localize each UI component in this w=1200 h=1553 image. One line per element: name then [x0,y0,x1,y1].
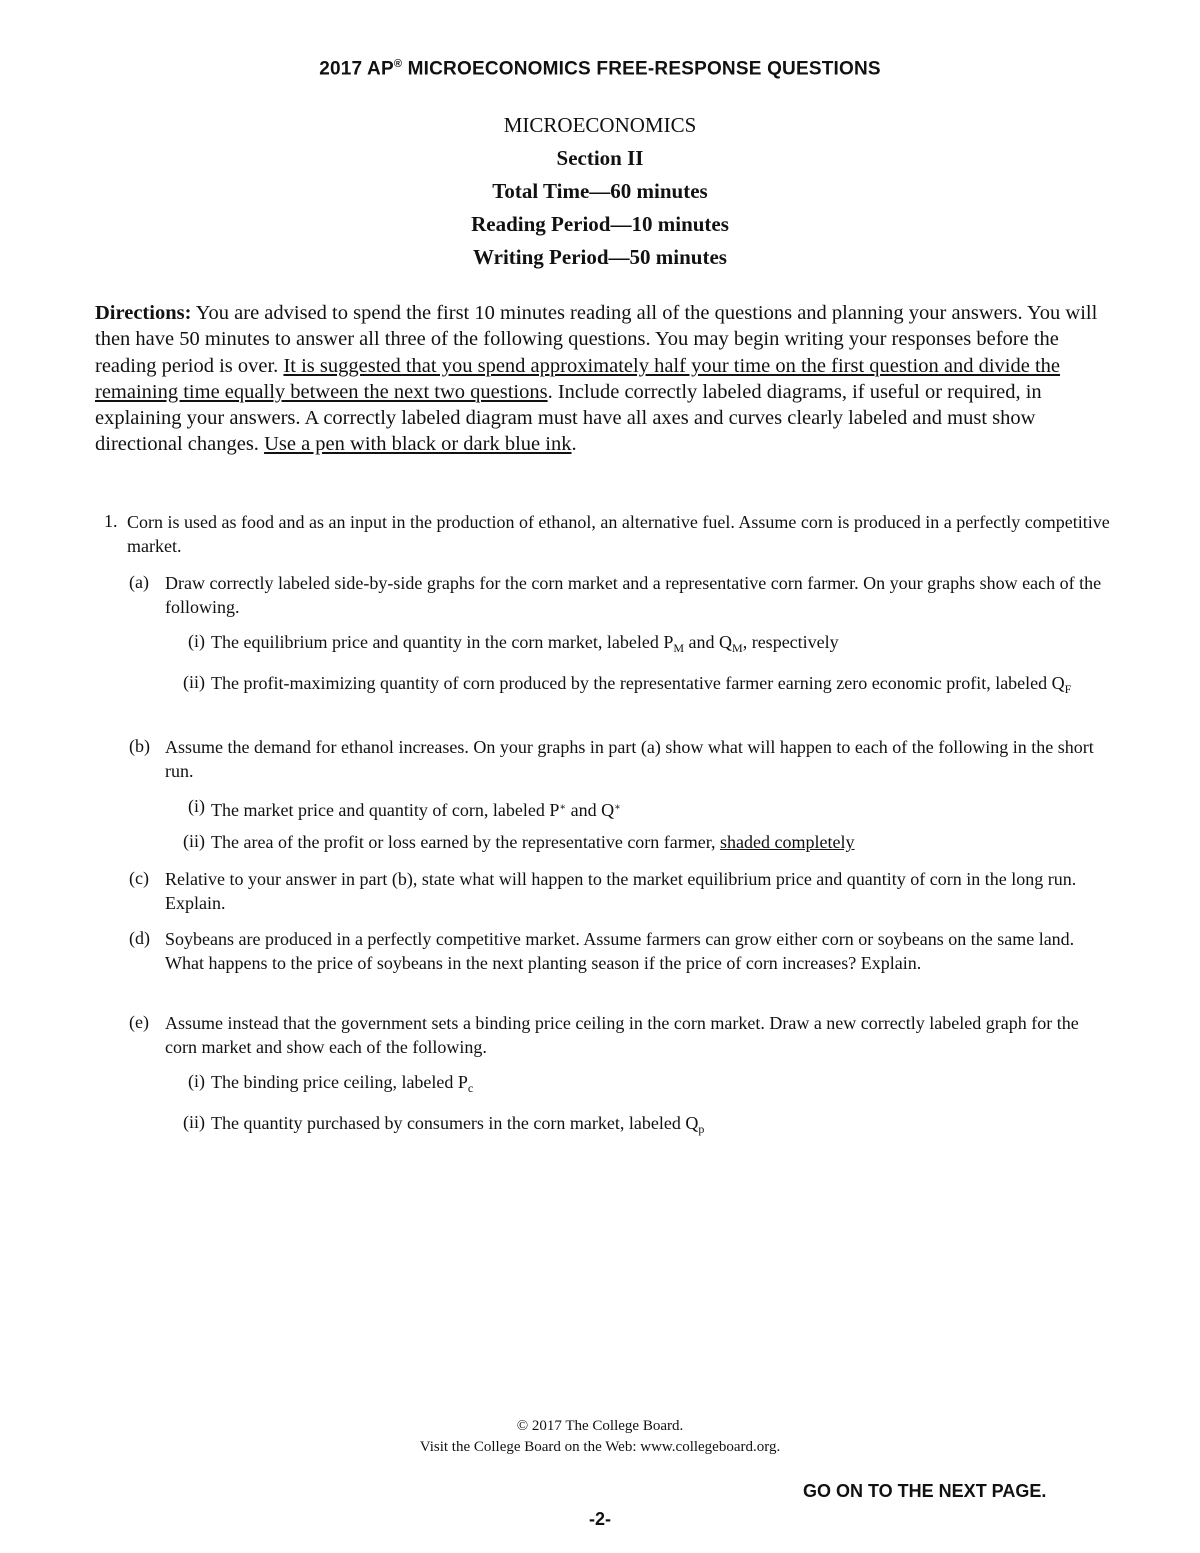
part-e-i-text-main: The binding price ceiling, labeled P [211,1072,468,1092]
part-c-label: (c) [129,868,149,888]
superscript-star: ∗ [614,802,621,813]
header-title-prefix: 2017 AP [319,58,394,80]
go-on-next-page: GO ON TO THE NEXT PAGE. [803,1481,1047,1501]
directions-paragraph [95,300,1105,458]
subscript-m: M [673,641,685,655]
question-number: 1. [104,511,118,531]
part-a-i-text-3: , respectively [742,632,839,652]
part-b-label: (b) [129,736,150,756]
part-e-ii-label: (ii) [183,1112,205,1132]
reading-period: Reading Period—10 minutes [471,212,729,236]
part-e-label: (e) [129,1012,149,1032]
part-b-i-text-2: and Q [566,800,615,820]
part-e-ii-text [211,1112,1111,1142]
directions-underlined-2: Use a pen with black or dark blue ink [264,433,572,456]
writing-period: Writing Period—50 minutes [473,245,727,269]
directions-label: Directions: [95,302,192,324]
part-e-i-text [211,1071,1111,1101]
part-a-ii-text-main: The profit-maximizing quantity of corn produced by the representative farmer earning zero economic profit, labeled Q [211,673,1065,693]
subscript-m: M [732,641,743,655]
part-a-i-label: (i) [188,631,205,651]
page-header-title [0,58,1200,80]
footer-visit-link: Visit the College Board on the Web: www.collegeboard.org. [419,1439,781,1455]
subscript-p: p [698,1122,705,1136]
part-b-ii-label: (ii) [183,831,205,851]
part-a-text: Draw correctly labeled side-by-side graphs for the corn market and a representative corn farmer. On your graphs show each of the following. [165,573,1102,617]
part-b-i-text-1: The market price and quantity of corn, labeled P [211,800,560,820]
part-e-ii-text-main: The quantity purchased by consumers in the corn market, labeled Q [211,1113,699,1133]
footer-copyright: © 2017 The College Board. [516,1418,684,1434]
subscript-f: F [1064,682,1072,696]
part-d-label: (d) [129,928,150,948]
part-b-i-label: (i) [188,796,205,816]
section-label: Section II [556,146,644,170]
part-e-i-label: (i) [188,1071,205,1091]
part-b-ii-underlined: shaded completely [720,832,855,852]
superscript-star: ∗ [559,802,567,813]
part-a-ii-text [211,672,1111,702]
directions-text-1: You are advised to spend the first 10 minutes reading all of the questions and planning your answers. You will then have 50 minutes to answer all three of the following questions. You may begin writing your responses before the reading period is over. [95,302,1098,377]
part-b-ii-text-main: The area of the profit or loss earned by the representative corn farmer, [211,832,721,852]
part-b-text: Assume the demand for ethanol increases. On your graphs in part (a) show what will happen to each of the following in the short run. [165,737,1094,781]
question-stem: Corn is used as food and as an input in the production of ethanol, an alternative fuel. Assume corn is produced in a perfectly competitive market. [127,512,1110,556]
directions-text-2: . Include correctly labeled diagrams, if useful or required, in explaining your answers. A correctly labeled diagram must have all axes and curves clearly labeled and must show directional changes. [95,380,1042,456]
directions-underlined-1: It is suggested that you spend approximately half your time on the first question and divide the remaining time equally between the next two questions [95,354,1061,403]
page-number: -2- [589,1509,611,1529]
part-a-label: (a) [129,572,149,592]
subscript-c: c [467,1081,474,1095]
part-a-i-text-1: The equilibrium price and quantity in the corn market, labeled P [211,632,674,652]
registered-mark: ® [393,58,403,70]
part-a-ii-label: (ii) [183,672,205,692]
directions-text-3: . [571,433,577,456]
part-b-i-text [211,796,1111,823]
part-e-text: Assume instead that the government sets a binding price ceiling in the corn market. Draw a new correctly labeled graph for the corn market and show each of the following. [165,1013,1079,1057]
part-b-ii-text [211,831,1111,855]
part-a-i-text-2: and Q [684,632,733,652]
part-d-text: Soybeans are produced in a perfectly competitive market. Assume farmers can grow either corn or soybeans on the same land. What happens to the price of soybeans in the next planting season if the price of corn increases? Explain. [165,929,1075,973]
part-c-text: Relative to your answer in part (b), state what will happen to the market equilibrium price and quantity of corn in the long run. Explain. [165,869,1077,913]
section-subject: MICROECONOMICS [503,113,697,137]
part-a-i-text [211,631,1111,661]
total-time: Total Time—60 minutes [492,179,708,203]
header-title-rest: MICROECONOMICS FREE-RESPONSE QUESTIONS [402,58,881,80]
